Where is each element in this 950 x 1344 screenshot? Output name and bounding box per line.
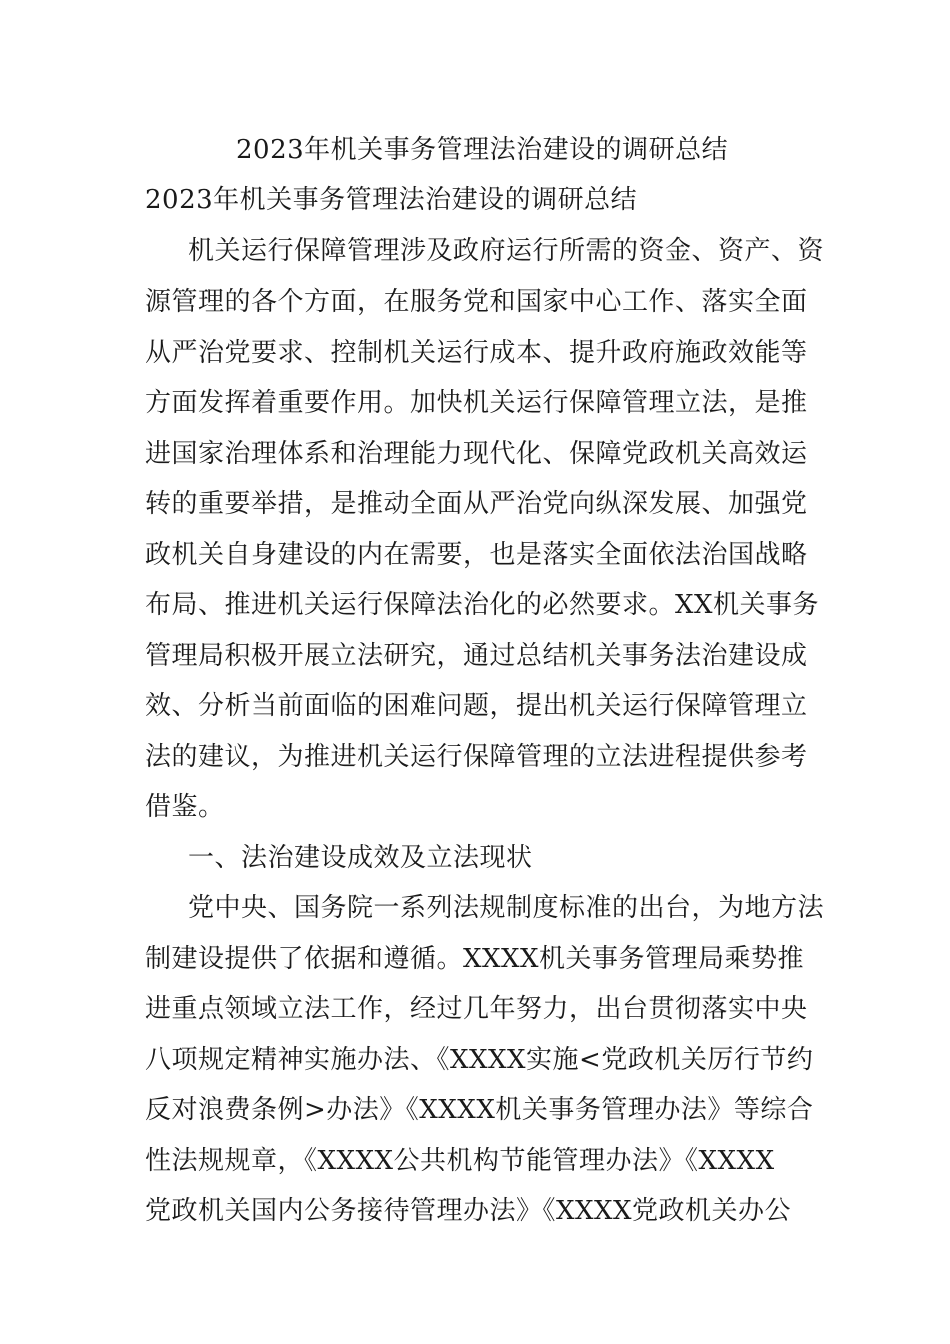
paragraph-line: 管理局积极开展立法研究，通过总结机关事务法治建设成 (145, 641, 808, 671)
paragraph-line: 源管理的各个方面，在服务党和国家中心工作、落实全面 (145, 287, 808, 317)
paragraph-line: 反对浪费条例>办法》《XXXX机关事务管理办法》等综合 (145, 1095, 814, 1125)
paragraph-line: 党中央、国务院一系列法规制度标准的出台，为地方法 (188, 893, 825, 923)
paragraph-line: 布局、推进机关运行保障法治化的必然要求。XX机关事务 (145, 590, 820, 620)
paragraph-line: 进重点领域立法工作，经过几年努力，出台贯彻落实中央 (145, 994, 808, 1024)
section-heading: 一、法治建设成效及立法现状 (188, 843, 533, 873)
paragraph-line: 政机关自身建设的内在需要，也是落实全面依法治国战略 (145, 540, 808, 570)
paragraph-line: 进国家治理体系和治理能力现代化、保障党政机关高效运 (145, 439, 808, 469)
paragraph-line: 机关运行保障管理涉及政府运行所需的资金、资产、资 (188, 236, 825, 266)
paragraph-line: 法的建议，为推进机关运行保障管理的立法进程提供参考 (145, 742, 808, 772)
paragraph-line: 八项规定精神实施办法、《XXXX实施<党政机关厉行节约 (145, 1045, 814, 1075)
paragraph-line: 从严治党要求、控制机关运行成本、提升政府施政效能等 (145, 338, 808, 368)
paragraph-line: 党政机关国内公务接待管理办法》《XXXX党政机关办公 (145, 1196, 792, 1226)
paragraph-line: 借鉴。 (145, 792, 225, 822)
paragraph-line: 制建设提供了依据和遵循。XXXX机关事务管理局乘势推 (145, 944, 805, 974)
document-title: 2023年机关事务管理法治建设的调研总结 (236, 135, 729, 165)
paragraph-line: 性法规规章，《XXXX公共机构节能管理办法》《XXXX (145, 1146, 775, 1176)
paragraph-line: 转的重要举措，是推动全面从严治党向纵深发展、加强党 (145, 489, 808, 519)
paragraph-line: 方面发挥着重要作用。加快机关运行保障管理立法，是推 (145, 388, 808, 418)
document-subtitle: 2023年机关事务管理法治建设的调研总结 (145, 185, 638, 215)
paragraph-line: 效、分析当前面临的困难问题，提出机关运行保障管理立 (145, 691, 808, 721)
